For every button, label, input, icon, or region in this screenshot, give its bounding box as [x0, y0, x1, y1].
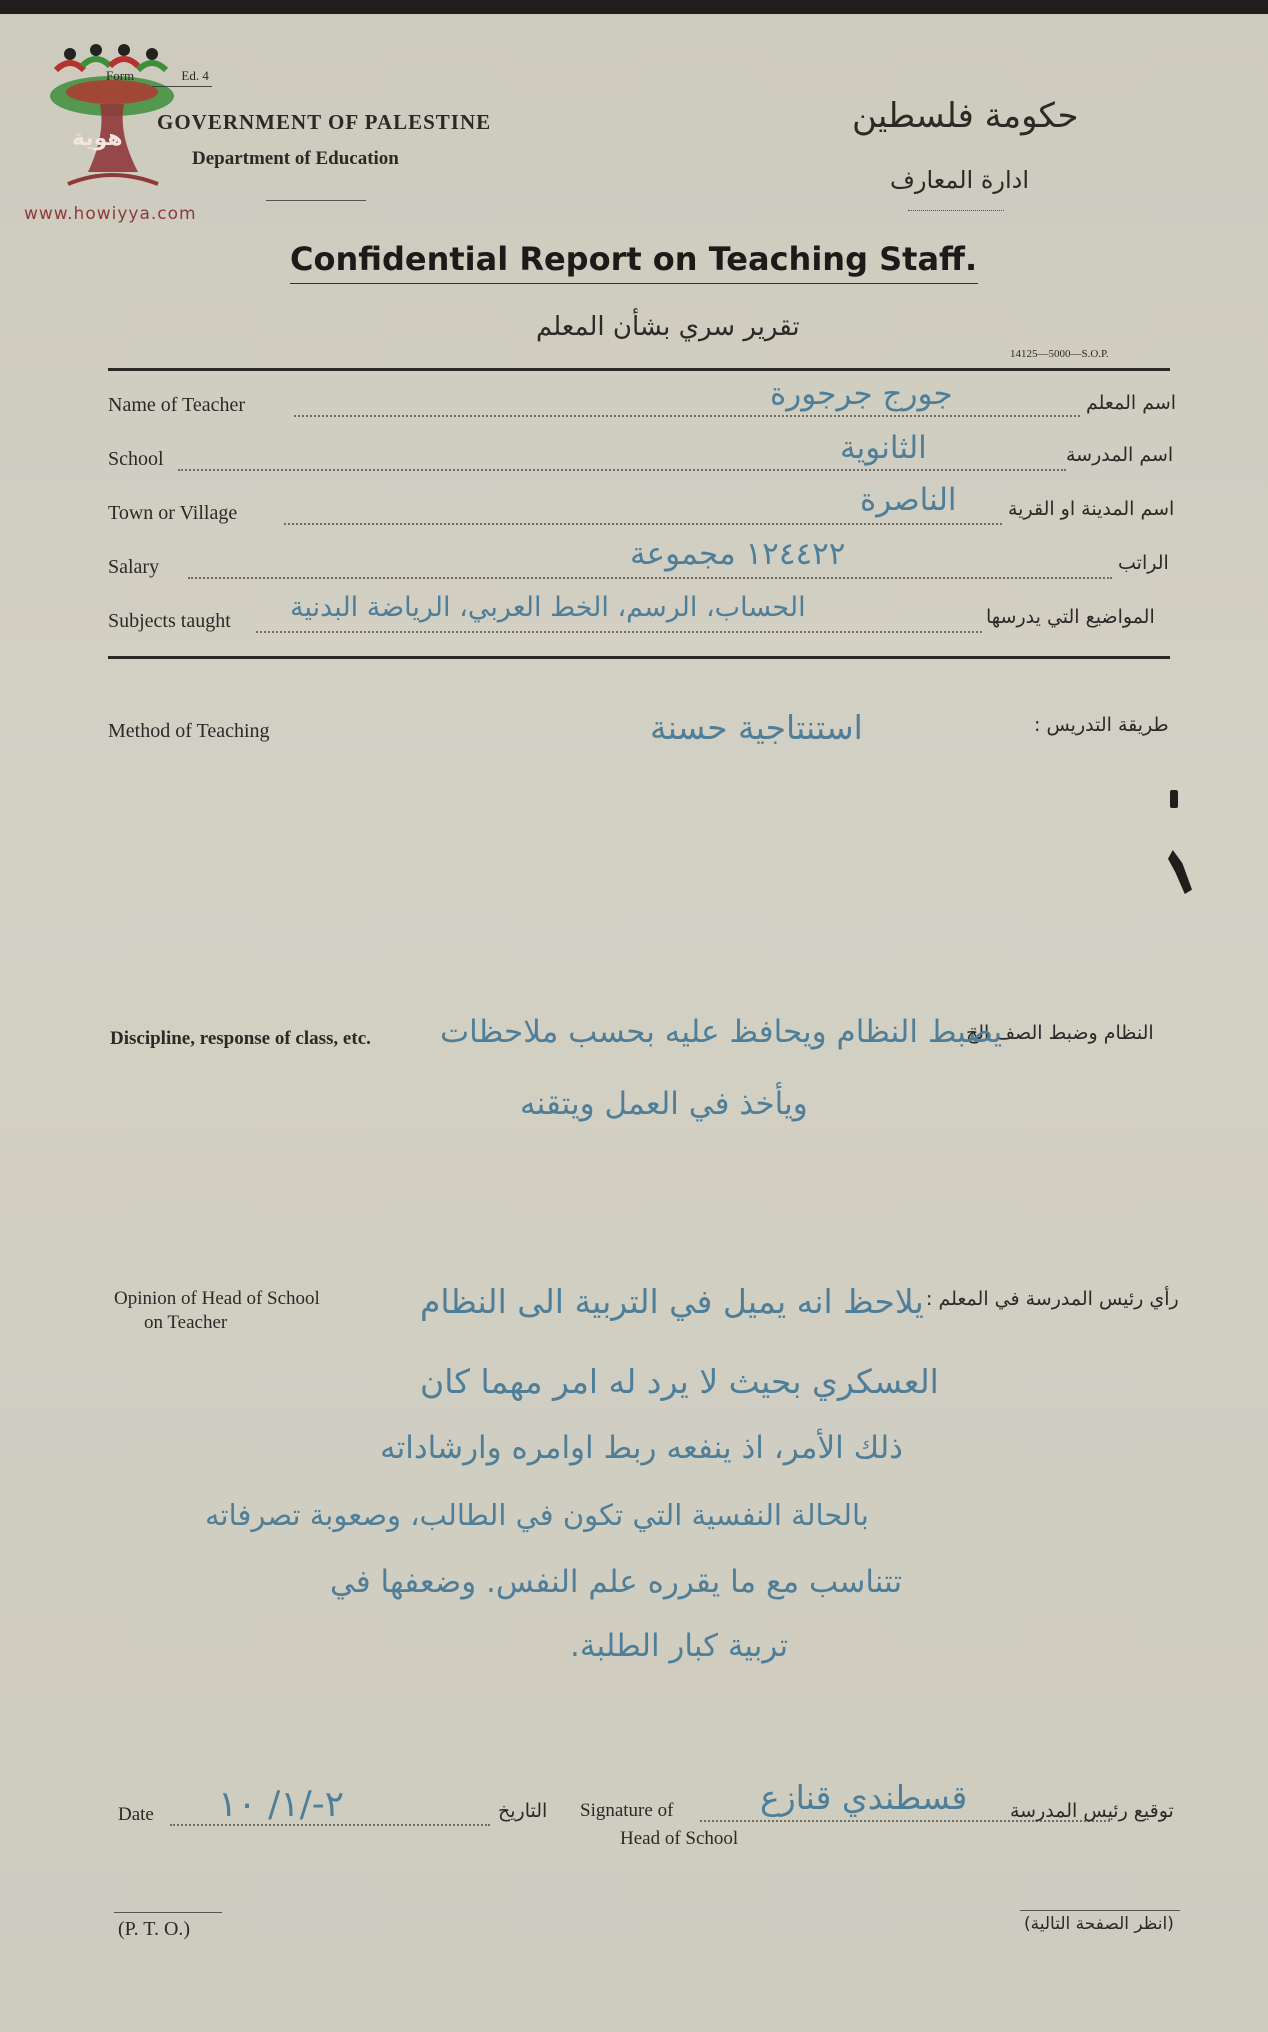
- school-label-ar: اسم المدرسة: [1066, 444, 1174, 466]
- pto-en: (P. T. O.): [118, 1918, 191, 1940]
- subjects-value: الحساب، الرسم، الخط العربي، الرياضة البدنية: [290, 592, 806, 623]
- opinion-line: تربية كبار الطلبة.: [570, 1628, 789, 1664]
- form-edition: Ed. 4: [181, 68, 209, 83]
- opinion-label-ar: رأي رئيس المدرسة في المعلم :: [926, 1288, 1179, 1310]
- pto-ar: (انظر الصفحة التالية): [1024, 1914, 1174, 1934]
- town-label-ar: اسم المدينة او القرية: [1008, 498, 1175, 520]
- school-label-en: School: [108, 448, 164, 470]
- discipline-label-en: Discipline, response of class, etc.: [110, 1028, 371, 1049]
- discipline-label-ar: النظام وضبط الصف الخ: [966, 1022, 1154, 1044]
- school-value: الثانوية: [840, 430, 927, 466]
- scan-mark: [1170, 790, 1178, 808]
- town-value: الناصرة: [860, 482, 957, 518]
- subjects-label-en: Subjects taught: [108, 610, 231, 632]
- opinion-line: يلاحظ انه يميل في التربية الى النظام: [420, 1282, 924, 1321]
- logo-figure-head: [146, 48, 158, 60]
- discipline-line-2: ويأخذ في العمل ويتقنه: [520, 1086, 808, 1122]
- opinion-label-en-1: Opinion of Head of School: [114, 1288, 320, 1309]
- form-number: [106, 68, 209, 84]
- logo-figure-head: [118, 44, 130, 56]
- salary-label-ar: الراتب: [1118, 552, 1169, 574]
- logo-url: www.howiyya.com: [24, 204, 197, 224]
- opinion-line: تتناسب مع ما يقرره علم النفس. وضعفها في: [330, 1564, 903, 1600]
- signature-label-en-2: Head of School: [620, 1828, 739, 1849]
- date-label-ar: التاريخ: [498, 1800, 548, 1822]
- opinion-line: بالحالة النفسية التي تكون في الطالب، وصعوبة تصرفاته: [205, 1498, 869, 1532]
- discipline-line-1: يضبط النظام ويحافظ عليه بحسب ملاحظات: [440, 1014, 1003, 1050]
- logo-figure-head: [64, 48, 76, 60]
- department-title-ar: ادارة المعارف: [890, 166, 1030, 194]
- signature-label-ar: توقيع رئيس المدرسة: [1010, 1800, 1174, 1822]
- salary-label-en: Salary: [108, 556, 160, 578]
- scan-edge: [0, 0, 1268, 14]
- government-title-ar: حكومة فلسطين: [852, 96, 1079, 136]
- government-title-en: GOVERNMENT OF PALESTINE: [157, 110, 492, 134]
- form-top-rule: [108, 368, 1170, 371]
- subjects-label-ar: المواضيع التي يدرسها: [986, 606, 1155, 628]
- teacher-label-ar: اسم المعلم: [1086, 392, 1177, 414]
- report-title-ar: تقرير سري بشأن المعلم: [536, 312, 800, 342]
- opinion-label-en-2: on Teacher: [144, 1312, 228, 1333]
- town-label-en: Town or Village: [108, 502, 238, 524]
- date-label-en: Date: [118, 1804, 154, 1825]
- report-title-en: Confidential Report on Teaching Staff.: [290, 240, 978, 278]
- signature-value: قسطندي قنازع: [760, 1778, 968, 1817]
- salary-value: ١٢٤٤٢٢ مجموعة: [630, 536, 846, 572]
- date-value: ٢-/١/ ١٠: [218, 1784, 345, 1825]
- logo-figure-head: [90, 44, 102, 56]
- teacher-value: جورج جرجورة: [770, 376, 953, 412]
- method-label-ar: طريقة التدريس :: [1034, 714, 1169, 736]
- form-mid-rule: [108, 656, 1170, 659]
- opinion-line: العسكري بحيث لا يرد له امر مهما كان: [420, 1362, 939, 1401]
- signature-label-en-1: Signature of: [580, 1800, 674, 1821]
- form-prefix: Form: [106, 68, 135, 83]
- teacher-label-en: Name of Teacher: [108, 394, 246, 416]
- method-value: استنتاجية حسنة: [650, 708, 863, 747]
- header-divider: [266, 200, 366, 201]
- scan-mark: [1168, 850, 1192, 894]
- method-label-en: Method of Teaching: [108, 720, 270, 742]
- opinion-line: ذلك الأمر، اذ ينفعه ربط اوامره وارشاداته: [380, 1430, 903, 1466]
- logo-wordmark: هوية: [72, 126, 123, 151]
- department-title-en: Department of Education: [192, 148, 399, 169]
- print-code: 14125—5000—S.O.P.: [1010, 348, 1109, 360]
